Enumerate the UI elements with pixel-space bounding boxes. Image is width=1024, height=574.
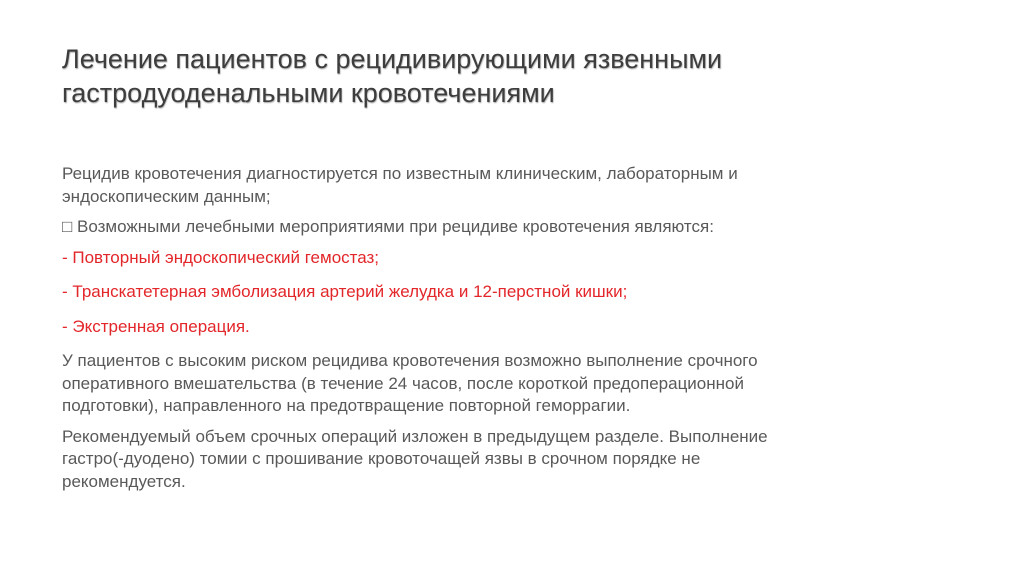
slide-title-line-2: гастродуоденальными кровотечениями <box>62 78 555 108</box>
list-item-emergency-surgery <box>62 316 892 339</box>
paragraph-line: подготовки), направленного на предотвращение повторной геморрагии. <box>62 396 631 415</box>
paragraph-line: □ Возможными лечебными мероприятиями при рецидиве кровотечения являются: <box>62 217 714 236</box>
list-item-text: - Транскатетерная эмболизация артерий желудка и 12-перстной кишки; <box>62 282 628 301</box>
paragraph-possible-measures <box>62 216 892 239</box>
paragraph-recommended-volume <box>62 426 892 494</box>
paragraph-line: Рецидив кровотечения диагностируется по известным клиническим, лабораторным и <box>62 164 738 183</box>
list-item-text: - Повторный эндоскопический гемостаз; <box>62 247 380 267</box>
paragraph-line: оперативного вмешательства (в течение 24 часов, после короткой предоперационной <box>62 373 744 393</box>
paragraph-line: эндоскопическим данным; <box>62 186 271 206</box>
paragraph-high-risk-patients <box>62 350 892 418</box>
paragraph-line: рекомендуется. <box>62 471 186 491</box>
paragraph-line: У пациентов с высоким риском рецидива кровотечения возможно выполнение срочного <box>62 351 758 370</box>
slide-title <box>62 42 962 110</box>
list-item-embolization <box>62 281 892 304</box>
paragraph-recurrence-diagnosis <box>62 163 892 208</box>
paragraph-line: гастро(-дуодено) томии с прошивание кровоточащей язвы в срочном порядке не <box>62 449 701 468</box>
list-item-repeat-hemostasis <box>62 247 892 270</box>
paragraph-line: Рекомендуемый объем срочных операций изложен в предыдущем разделе. Выполнение <box>62 426 768 446</box>
slide-body <box>62 163 892 501</box>
slide-title-line-1: Лечение пациентов с рецидивирующими язвенными <box>62 44 723 74</box>
list-item-text: - Экстренная операция. <box>62 316 250 336</box>
